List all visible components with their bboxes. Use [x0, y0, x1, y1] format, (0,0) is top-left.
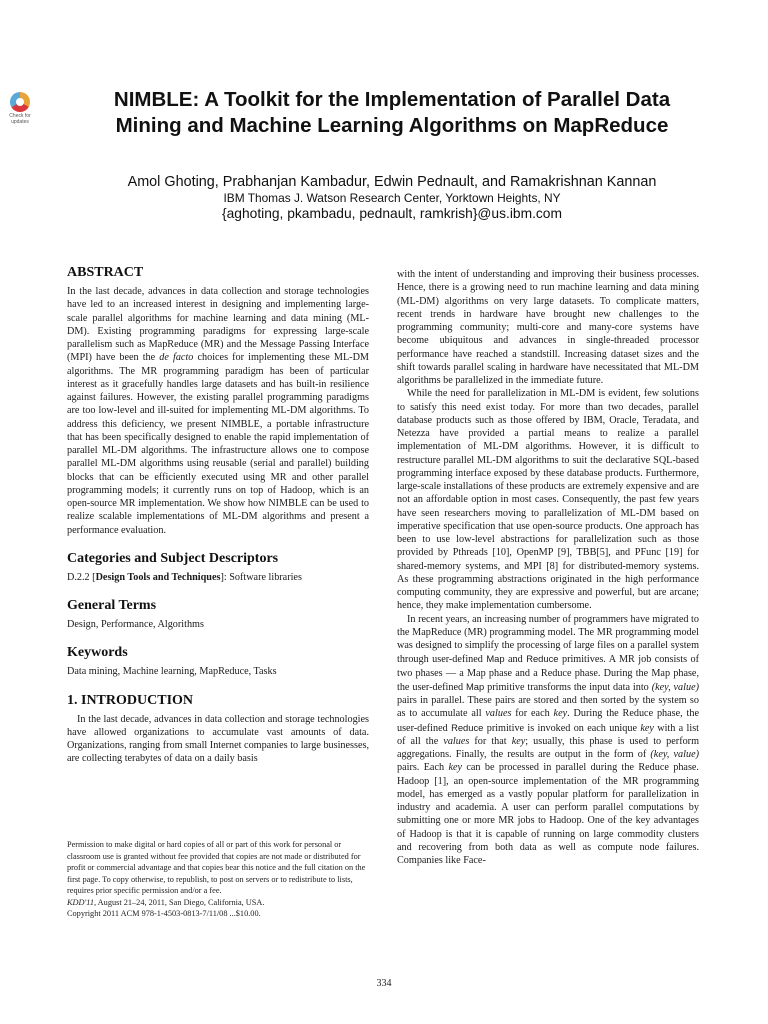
keywords-section [67, 644, 369, 678]
mr-text: primitive transforms the input data into [484, 681, 652, 693]
values-term: values [443, 735, 470, 747]
crossmark-icon [10, 92, 30, 112]
keywords-text: Data mining, Machine learning, MapReduce, Tasks [67, 666, 277, 678]
category-name: Design Tools and Techniques [95, 571, 221, 583]
author-block [56, 173, 728, 223]
title-line-1: NIMBLE: A Toolkit for the Implementation of Parallel Data [113, 88, 671, 111]
conference-line [67, 897, 369, 909]
left-column [67, 264, 369, 766]
reduce-term: Reduce [451, 721, 484, 733]
mr-text: and [504, 654, 527, 666]
mr-text: for that [469, 735, 512, 747]
mr-text: for each [511, 708, 554, 720]
introduction-section [67, 692, 369, 766]
key-term: key [511, 735, 526, 747]
introduction-paragraph: In the last decade, advances in data collection and storage technologies have allowed organizations to accumulate vast amounts of data. Organizations, ranging from small Internet companies to large businesses, are collecting terabytes of data on a daily basis [67, 713, 369, 765]
mr-text: primitives. A MR job consists of two phases — a Map phase and a Reduce phase. During the Map phase, the user-defined [397, 654, 699, 693]
abstract-text [67, 285, 369, 537]
abstract-heading: ABSTRACT [67, 265, 144, 280]
mr-text: . During the Reduce phase, the user-defined [397, 708, 699, 734]
general-terms-text: Design, Performance, Algorithms [67, 619, 204, 630]
mr-text: can be processed in parallel during the Reduce phase. Hadoop [1], an open-source implementation of the MR programming model, has emerged as a vastly popular platform for parallelization in industry and academia. A user can perform parallel computations by submitting one or more MR jobs to Hadoop. One of the key advantages of Hadoop is that it is capable of running on large commodity clusters and recovering from both data as well as compute node failures. Companies like Face- [397, 762, 699, 866]
mapreduce-paragraph [397, 613, 699, 868]
map-term: Map [465, 680, 485, 692]
badge-caption: Check for updates [9, 113, 31, 125]
right-column [397, 268, 699, 867]
conference-name: KDD'11, [67, 897, 97, 907]
category-code: D.2.2 [ [67, 571, 96, 583]
mr-text: pairs. Each [397, 762, 449, 774]
general-terms-section [67, 597, 369, 631]
introduction-heading: 1. INTRODUCTION [67, 692, 194, 708]
author-emails: {aghoting, pkambadu, pednault, ramkrish}@us.ibm.com [222, 206, 562, 221]
permission-footnote [67, 839, 369, 920]
check-for-updates-badge[interactable] [6, 92, 34, 125]
permission-text: Permission to make digital or hard copies of all or part of this work for personal or classroom use is granted without fee provided that copies are not made or distributed for profit or commercial advantage and that copies bear this notice and the full citation on the first page. To copy otherwise, to republish, to post on servers or to redistribute to lists, requires prior specific permission and/or a fee. [67, 840, 366, 895]
reduce-term: Reduce [526, 653, 559, 665]
key-term: key [448, 762, 463, 774]
author-affiliation: IBM Thomas J. Watson Research Center, Yorktown Heights, NY [223, 191, 561, 205]
general-terms-heading: General Terms [67, 598, 157, 613]
copyright-line: Copyright 2011 ACM 978-1-4503-0813-7/11/08 ...$10.00. [67, 909, 261, 918]
abstract-text-rest: choices for implementing these ML-DM algorithms. The MR programming paradigm has been of particular interest as it gracefully handles large datasets and has built-in resilience against failures. However, the existing parallel programming paradigms are too low-level and ill-suited for implementing ML-DM algorithms. To address this deficiency, we present NIMBLE, a portable infrastructure that has been specifically designed to enable the rapid implementation of parallel ML-DM algorithms. The infrastructure allows one to compose parallel ML-DM algorithms using reusable (serial and parallel) building blocks that can be efficiently executed using MR and other parallel programming models; it currently runs on top of Hadoop, which is an open-source MR implementation. We show how NIMBLE can be used to realize scalable implementations of ML-DM algorithms and present a performance evaluation. [67, 352, 369, 536]
categories-text [67, 571, 369, 584]
conference-details: August 21–24, 2011, San Diego, California, USA. [96, 897, 265, 907]
key-term: key [640, 722, 654, 734]
page-number: 334 [376, 978, 392, 989]
category-rest: ]: Software libraries [220, 571, 302, 583]
mr-text: ; usually, this phase is used to perform aggregations. Finally, the results are output in the form of [397, 735, 699, 760]
categories-heading: Categories and Subject Descriptors [67, 550, 279, 566]
key-value-term: (key, value) [651, 681, 699, 693]
mr-text: pairs in parallel. These pairs are stored and then sorted by the system so as to accumulate all [397, 695, 699, 720]
abstract-emphasis: de facto [159, 352, 194, 364]
key-term: key [553, 708, 568, 720]
title-line-2: Mining and Machine Learning Algorithms on MapReduce [115, 114, 669, 137]
mr-text: In recent years, an increasing number of programmers have migrated to the MapReduce (MR) programming model. The MR programming model was designed to simplify the processing of large files on a parallel system through user-defined [397, 613, 699, 666]
categories-section [67, 550, 369, 584]
key-value-term: (key, value) [650, 749, 699, 760]
mr-text: primitive is invoked on each unique [483, 722, 641, 734]
author-names: Amol Ghoting, Prabhanjan Kambadur, Edwin Pednault, and Ramakrishnan Kannan [127, 174, 657, 190]
keywords-heading: Keywords [67, 645, 128, 661]
paper-title [56, 87, 728, 139]
map-term: Map [486, 653, 505, 665]
values-term: values [485, 708, 512, 720]
intro-continued-paragraph: with the intent of understanding and improving their business processes. Hence, there is a growing need to run machine learning and data mining (ML-DM) algorithms on very large datasets. To complicate matters, recent trends in hardware have brought new challenges to the programming community; multi-core and many-core systems have become ubiquitous and advances in single-threaded processor performance have reached a standstill. Increasing dataset sizes and the shift towards parallel scaling in hardware have necessitated that ML-DM algorithms be parallelized in the immediate future. [397, 269, 699, 386]
mr-text: with a list of all the [397, 722, 699, 747]
abstract-text-part: In the last decade, advances in data collection and storage technologies have led to an increased interest in designing and implementing large-scale parallel algorithms for machine learning and data mining (ML-DM). Existing programming paradigms for expressing large-scale parallelism such as MapReduce (MR) and the Message Passing Interface (MPI) have been the [67, 286, 369, 364]
parallelization-paragraph: While the need for parallelization in ML-DM is evident, few solutions to satisfy this need exist today. For more than two decades, parallel database products such as those offered by IBM, Oracle, Teradata, and Netezza have provided a partial means to realize a parallel implementation of ML-DM algorithms. However, it is difficult to restructure parallel ML-DM algorithms to suit the declarative SQL-based programming interface exposed by these database products. Furthermore, large-scale installations of these products are extremely expensive and are not an affordable option in most cases. Consequently, the past few years have seen researchers moving to parallelization of ML-DM based on imperative specification that use open-source products. One approach has been to use low-level abstractions for parallelization such as those provided by Pthreads [10], OpenMP [9], TBB[5], and PFunc [19] for shared-memory systems, and MPI [8] for distributed-memory systems. As these programming abstractions originated in the high performance computing community, they are expressive and powerful, but are arcane; hence, they make implementation cumbersome. [397, 388, 699, 612]
